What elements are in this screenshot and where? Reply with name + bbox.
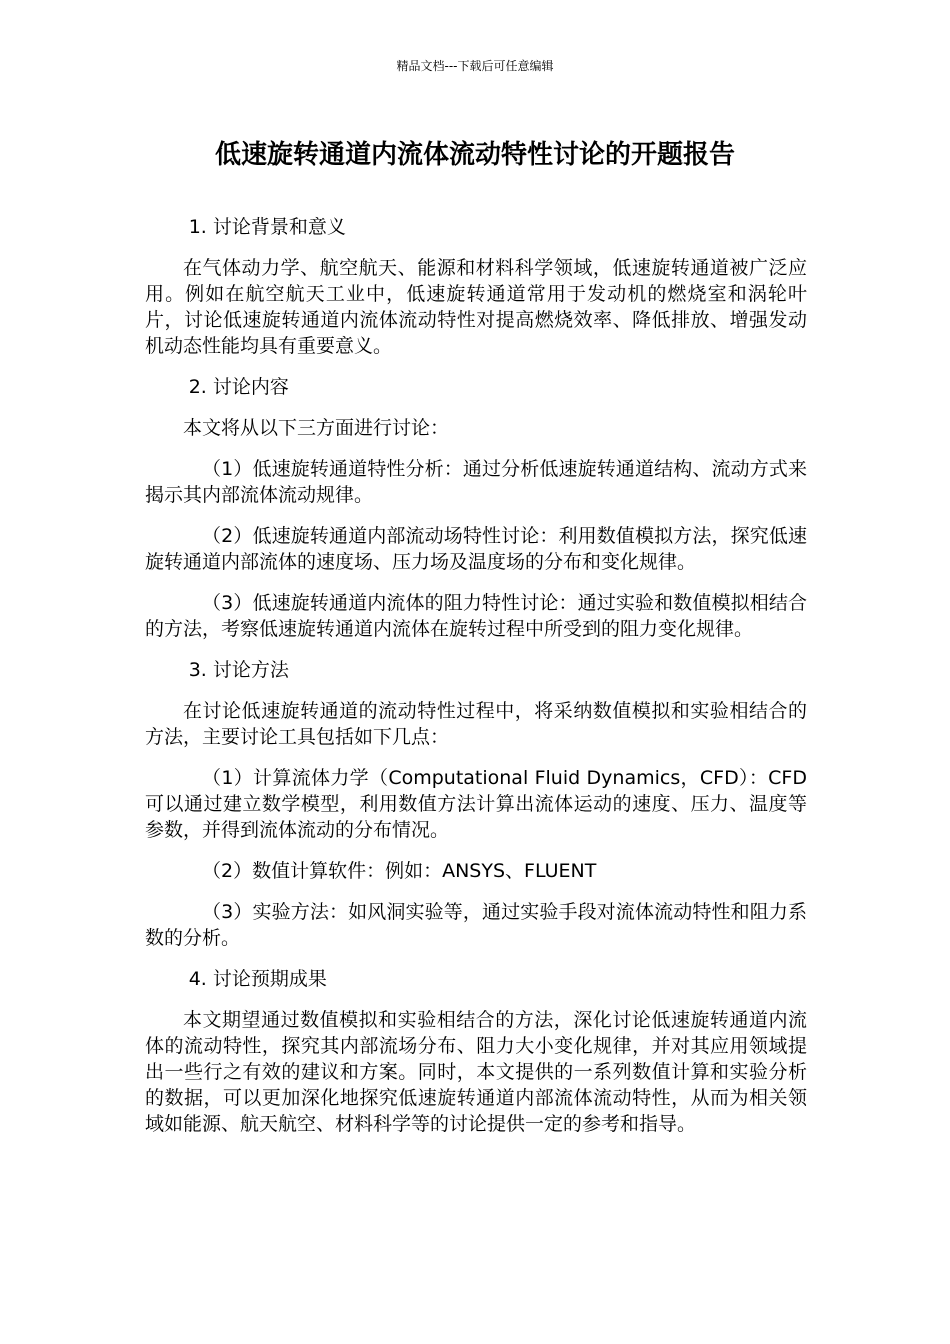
header-note: 精品文档---下载后可任意编辑: [396, 59, 554, 73]
section-3-heading: 3. 讨论方法: [188, 659, 289, 681]
section-2-item-1: （1）低速旋转通道特性分析：通过分析低速旋转通道结构、流动方式来揭示其内部流体流动规律。: [145, 458, 807, 506]
section-4-heading: 4. 讨论预期成果: [188, 968, 327, 990]
section-4-paragraph: 本文期望通过数值模拟和实验相结合的方法，深化讨论低速旋转通道内流体的流动特性，探究其内部流场分布、阻力大小变化规律，并对其应用领域提出一些行之有效的建议和方案。同时，本文提供的一系列数值计算和实验分析的数据，可以更加深化地探究低速旋转通道内部流体流动特性，从而为相关领域如能源、航天航空、材料科学等的讨论提供一定的参考和指导。: [145, 1009, 807, 1135]
section-2-item-2: （2）低速旋转通道内部流动场特性讨论：利用数值模拟方法，探究低速旋转通道内部流体的速度场、压力场及温度场的分布和变化规律。: [145, 525, 807, 573]
section-3-item-2: （2）数值计算软件：例如：ANSYS、FLUENT: [202, 860, 597, 882]
section-2-item-3: （3）低速旋转通道内流体的阻力特性讨论：通过实验和数值模拟相结合的方法，考察低速旋转通道内流体在旋转过程中所受到的阻力变化规律。: [145, 592, 807, 640]
section-1-heading: 1. 讨论背景和意义: [188, 216, 346, 238]
section-1-paragraph: 在气体动力学、航空航天、能源和材料科学领域，低速旋转通道被广泛应用。例如在航空航天工业中，低速旋转通道常用于发动机的燃烧室和涡轮叶片，讨论低速旋转通道内流体流动特性对提高燃烧效率、降低排放、增强发动机动态性能均具有重要意义。: [145, 257, 807, 357]
section-3-intro: 在讨论低速旋转通道的流动特性过程中，将采纳数值模拟和实验相结合的方法，主要讨论工具包括如下几点：: [145, 700, 807, 748]
document-body: [145, 214, 807, 1152]
section-3-item-1: （1）计算流体力学（Computational Fluid Dynamics，CFD）：CFD 可以通过建立数学模型，利用数值方法计算出流体运动的速度、压力、温度等参数，并得到流体流动的分布情况。: [145, 767, 807, 841]
section-2-intro: 本文将从以下三方面进行讨论：: [183, 417, 450, 439]
section-3-item-3: （3）实验方法：如风洞实验等，通过实验手段对流体流动特性和阻力系数的分析。: [145, 901, 807, 949]
document-title: 低速旋转通道内流体流动特性讨论的开题报告: [214, 140, 735, 170]
section-2-heading: 2. 讨论内容: [188, 376, 289, 398]
